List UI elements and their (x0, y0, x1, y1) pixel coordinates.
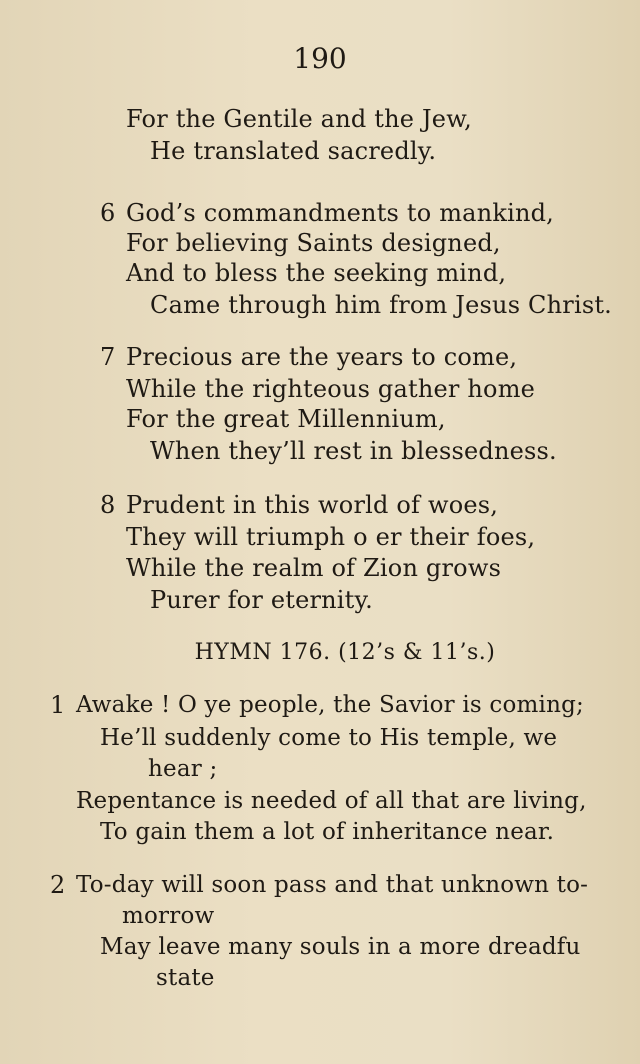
verse-line: Repentance is needed of all that are living, (76, 788, 587, 814)
verse-line: Awake ! O ye people, the Savior is coming; (76, 692, 584, 718)
verse-number: 7 (100, 343, 116, 371)
verse-line: Precious are the years to come, (126, 343, 518, 371)
verse-line: For the great Millennium, (126, 405, 446, 433)
verse-number: 1 (50, 691, 66, 719)
verse-line: morrow (122, 903, 215, 929)
verse-line: Purer for eternity. (150, 586, 373, 614)
verse-number: 2 (50, 871, 66, 899)
verse-line: To-day will soon pass and that unknown to- (76, 872, 589, 898)
verse-line: To gain them a lot of inheritance near. (100, 819, 555, 845)
verse-line: He’ll suddenly come to His temple, we (100, 725, 558, 751)
verse-number: 8 (100, 491, 116, 519)
verse-line: For the Gentile and the Jew, (126, 105, 472, 133)
verse-line: Came through him from Jesus Christ. (150, 291, 613, 319)
verse-line: God’s commandments to mankind, (126, 199, 555, 227)
verse-line: And to bless the seeking mind, (126, 259, 507, 287)
verse-line: For believing Saints designed, (126, 229, 501, 257)
verse-line: state (156, 965, 215, 991)
verse-line: Prudent in this world of woes, (126, 491, 499, 519)
verse-line: They will triumph o er their foes, (126, 523, 536, 551)
verse-line: When they’ll rest in blessedness. (150, 437, 557, 465)
verse-number: 6 (100, 199, 116, 227)
verse-line: May leave many souls in a more dreadfu (100, 934, 581, 960)
verse-line: hear ; (148, 756, 218, 782)
verse-line: While the realm of Zion grows (126, 554, 502, 582)
page-number: 190 (293, 42, 347, 75)
verse-line: He translated sacredly. (150, 137, 437, 165)
verse-line: While the righteous gather home (126, 375, 536, 403)
hymn-heading: HYMN 176. (12’s & 11’s.) (194, 640, 496, 665)
